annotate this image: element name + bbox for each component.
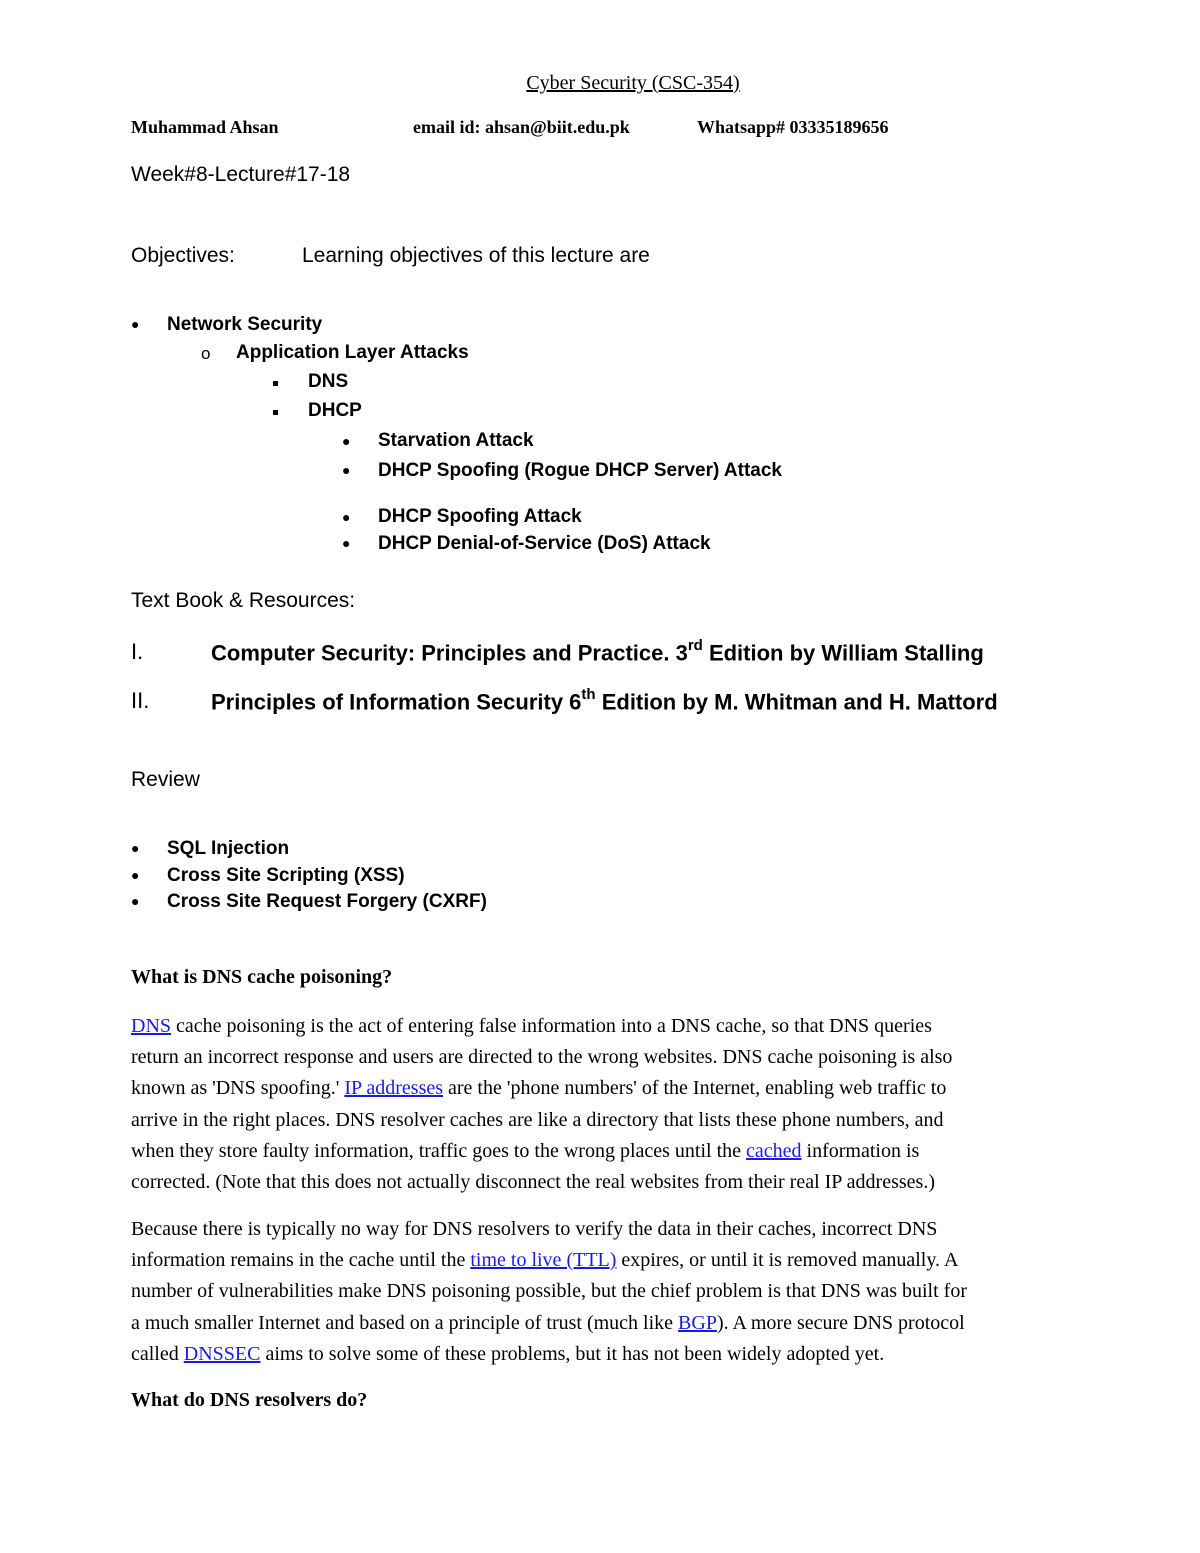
paragraph-text: cache poisoning is the act of entering false information into a DNS cache, so that DNS queries <box>171 1015 932 1037</box>
week-lecture-heading: Week#8-Lecture#17-18 <box>131 163 351 186</box>
objective-level3-dns: DNS <box>308 371 349 392</box>
review-item: Cross Site Scripting (XSS) <box>167 865 405 886</box>
paragraph-dns-poisoning <box>131 1011 1121 1198</box>
paragraph-line <box>131 1011 1121 1042</box>
objective-level4-item: Starvation Attack <box>378 430 534 451</box>
dnssec-link[interactable]: DNSSEC <box>183 1342 261 1365</box>
paragraph-line <box>131 1339 1121 1370</box>
book-entry <box>211 639 984 666</box>
paragraph-text: information is <box>801 1139 920 1162</box>
paragraph-text: are the 'phone numbers' of the Internet, enabling web traffic to <box>443 1077 947 1100</box>
paragraph-text: a much smaller Internet and based on a principle of trust (much like <box>131 1311 679 1334</box>
resources-heading: Text Book & Resources: <box>131 589 356 612</box>
bullet-dot-icon: ● <box>342 462 351 478</box>
paragraph-dns-resolvers-trust <box>131 1214 1121 1370</box>
objective-level3-dhcp: DHCP <box>308 400 362 421</box>
book-number: II. <box>131 688 150 713</box>
bullet-dot-icon: ● <box>131 893 140 909</box>
bullet-square-icon <box>273 381 278 386</box>
paragraph-line <box>131 1073 1121 1104</box>
book-author: Edition by William Stalling <box>702 640 984 666</box>
paragraph-line: Because there is typically no way for DNS resolvers to verify the data in their caches, incorrect DNS <box>131 1218 938 1240</box>
bullet-dot-icon: ● <box>342 535 351 551</box>
paragraph-text: ). A more secure DNS protocol <box>716 1311 965 1334</box>
paragraph-line <box>131 1245 1121 1276</box>
author-email: email id: ahsan@biit.edu.pk <box>413 117 630 137</box>
paragraph-text: expires, or until it is removed manually. A <box>616 1249 959 1272</box>
paragraph-line: arrive in the right places. DNS resolver caches are like a directory that lists these phone numbers, and <box>131 1108 944 1131</box>
author-whatsapp: Whatsapp# 03335189656 <box>697 117 889 137</box>
bullet-dot-icon: ● <box>131 867 140 883</box>
book-edition-suffix: rd <box>687 637 703 654</box>
book-number: I. <box>131 639 144 664</box>
objective-level4-item: DHCP Denial-of-Service (DoS) Attack <box>378 533 711 554</box>
course-title: Cyber Security (CSC-354) <box>526 72 740 94</box>
objective-level4-item: DHCP Spoofing (Rogue DHCP Server) Attack <box>378 460 782 481</box>
book-title: Principles of Information Security 6 <box>211 689 582 715</box>
review-item: Cross Site Request Forgery (CXRF) <box>167 891 487 912</box>
book-author: Edition by M. Whitman and H. Mattord <box>595 689 998 715</box>
paragraph-text: information remains in the cache until the <box>131 1249 471 1272</box>
ttl-link[interactable]: time to live (TTL) <box>470 1249 617 1272</box>
section-heading-dns-resolvers: What do DNS resolvers do? <box>131 1389 368 1411</box>
paragraph-text: known as 'DNS spoofing.' <box>131 1077 345 1100</box>
ip-addresses-link[interactable]: IP addresses <box>344 1077 444 1100</box>
paragraph-line: return an incorrect response and users are directed to the wrong websites. DNS cache poisoning is also <box>131 1046 953 1069</box>
objective-level1: Network Security <box>167 314 323 335</box>
paragraph-text: called <box>131 1342 184 1365</box>
objective-level2: Application Layer Attacks <box>236 342 469 363</box>
bgp-link[interactable]: BGP <box>678 1311 717 1334</box>
bullet-dot-icon: ● <box>342 509 351 525</box>
objectives-text: Learning objectives of this lecture are <box>302 244 650 267</box>
paragraph-line <box>131 1308 1121 1339</box>
author-name: Muhammad Ahsan <box>131 117 279 137</box>
book-edition-suffix: th <box>581 686 596 703</box>
dns-link[interactable]: DNS <box>131 1015 172 1037</box>
review-item: SQL Injection <box>167 838 290 859</box>
bullet-dot-icon: ● <box>342 433 351 449</box>
paragraph-text: when they store faulty information, traffic goes to the wrong places until the <box>131 1139 747 1162</box>
section-heading-dns-poisoning: What is DNS cache poisoning? <box>131 966 393 988</box>
objective-level4-item: DHCP Spoofing Attack <box>378 506 582 527</box>
paragraph-line <box>131 1136 1121 1167</box>
bullet-dot-icon: ● <box>131 840 140 856</box>
paragraph-line: number of vulnerabilities make DNS poisoning possible, but the chief problem is that DNS was built for <box>131 1280 967 1303</box>
objectives-label: Objectives: <box>131 244 235 267</box>
review-heading: Review <box>131 768 200 791</box>
paragraph-line: corrected. (Note that this does not actually disconnect the real websites from their real IP addresses.) <box>131 1171 935 1194</box>
bullet-dot-icon: ● <box>131 316 140 332</box>
book-entry <box>211 688 998 715</box>
bullet-square-icon <box>273 410 278 415</box>
cached-link[interactable]: cached <box>746 1139 802 1162</box>
bullet-circle-icon: o <box>201 344 211 363</box>
book-title: Computer Security: Principles and Practice. 3 <box>211 640 688 666</box>
paragraph-text: aims to solve some of these problems, but it has not been widely adopted yet. <box>260 1342 885 1365</box>
